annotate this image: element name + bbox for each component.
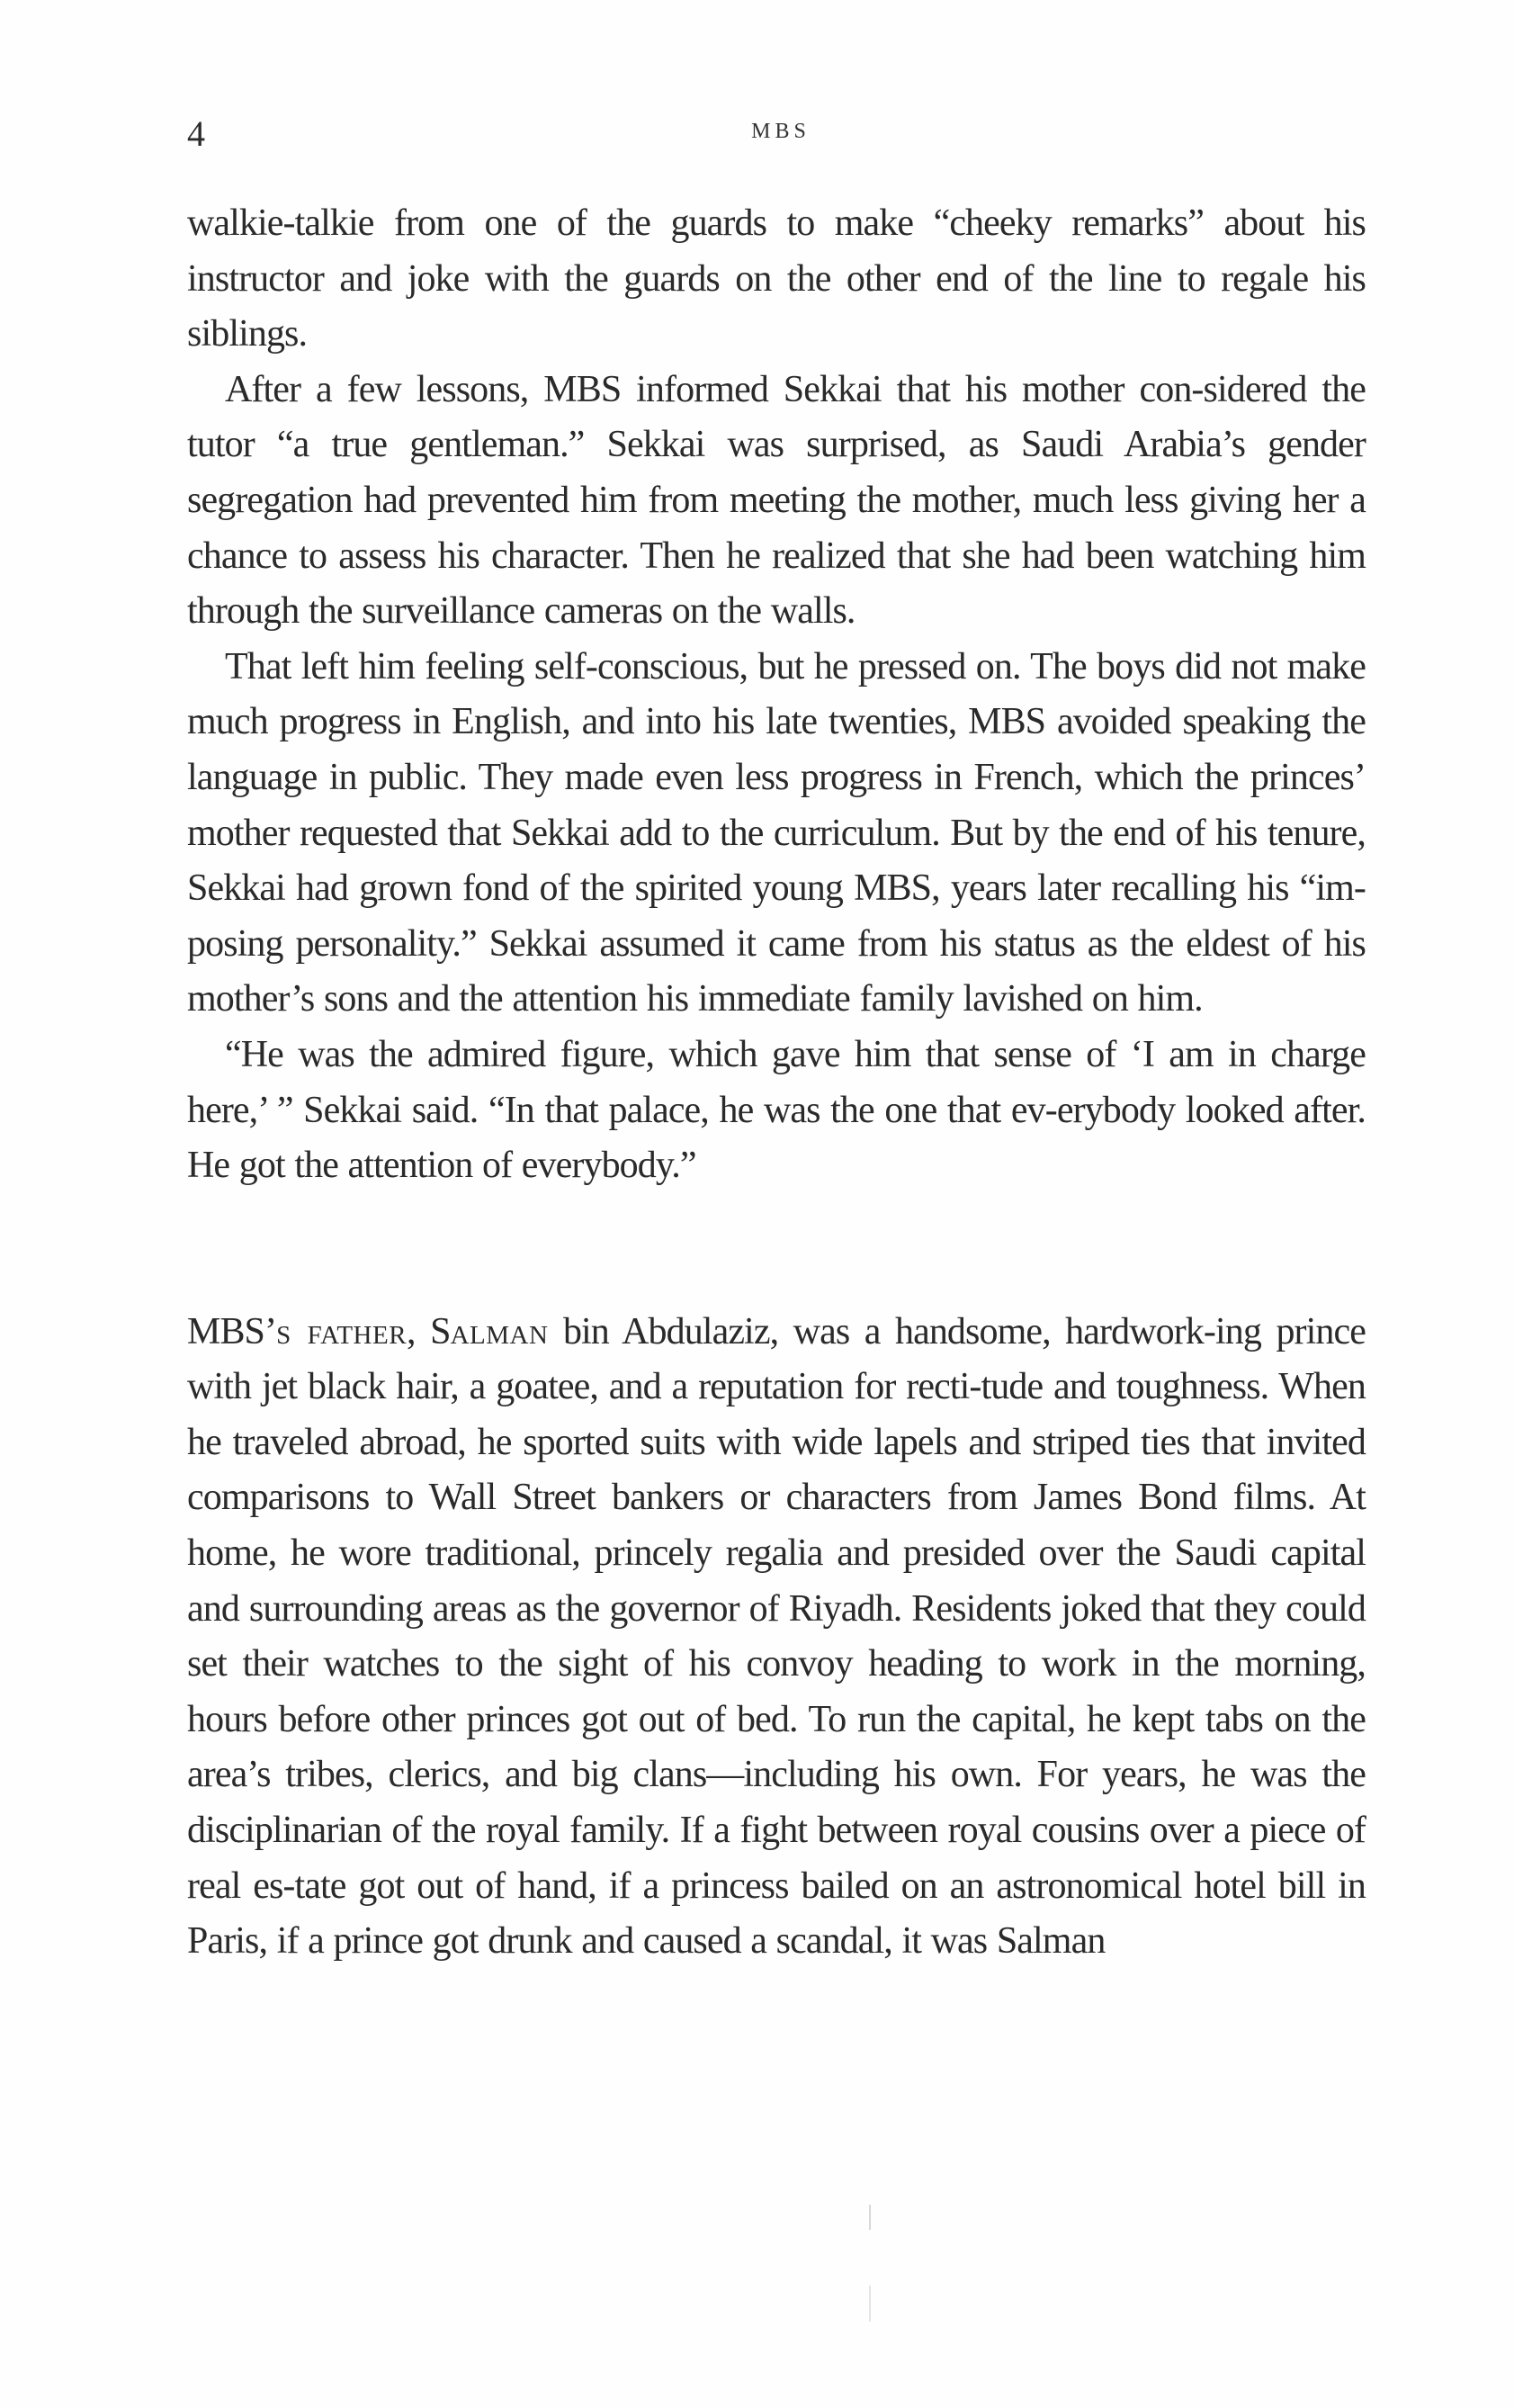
text-line: “He was the admired figure, which gave him that sense of ‘I am in [225,1033,1256,1075]
text-line: sidered the tutor “a true gentleman.” Sekkai was surprised, as Saudi [187,368,1366,466]
paragraph-5 [187,1305,1366,1970]
text-line: surrounding areas as the governor of Riyadh. Residents joked that [248,1587,1205,1630]
lead-in-punct: , [407,1310,431,1352]
lead-in-smallcaps: alman [450,1310,549,1352]
text-line: line to regale his siblings. [187,257,1366,355]
text-line: tude and toughness. When he traveled abroad, he sported suits with [187,1366,1366,1463]
text-line: charge here,’ ” Sekkai said. “In that palace, he was the one that ev- [187,1033,1366,1131]
text-line: cameras on the walls. [543,590,856,633]
text-line: lavished on him. [963,978,1203,1020]
running-title: MBS [751,120,811,143]
text-line: progress in French, which the princes’ mother requested that Sekkai [187,756,1366,854]
text-line: bin Abdulaziz, was a handsome, hardwork- [548,1310,1215,1352]
text-line: walkie-talkie from one of the guards to make “cheeky remarks” [187,202,1204,244]
text-line: clans—including his own. For years, he was the disciplinarian of the [187,1754,1366,1852]
text-line: he realized that she had been watching him through the surveillance [187,535,1366,633]
lead-in-cap: S [430,1310,451,1352]
text-line: wide lapels and striped ties that invited comparisons to Wall Street [187,1421,1366,1519]
scan-artifact-mark [869,2205,871,2230]
text-line: ing prince with jet black hair, a goatee, and a reputation for recti- [187,1310,1366,1408]
text-line: After a few lessons, MBS informed Sekkai that his mother con- [225,368,1204,410]
paragraph-4 [187,1028,1366,1194]
lead-in-smallcaps: s father [276,1310,408,1352]
text-line: they could set their watches to the sight of his convoy heading to [187,1587,1366,1685]
paragraph-2 [187,363,1366,640]
text-line: bankers or characters from James Bond films. At home, he wore [187,1477,1366,1575]
text-line: tate got out of hand, if a princess bailed on an astronomical hotel bill [294,1864,1326,1907]
text-line: Arabia’s gender segregation had prevented him from meeting the [187,424,1366,521]
text-line: grown fond of the spirited young MBS, years later recalling his “im- [359,867,1366,910]
running-head [187,112,1366,157]
text-line: erybody looked after. He got the attention of everybody.” [187,1089,1366,1187]
body-text [187,196,1366,1970]
text-line: about his instructor and joke with the guards on the other end of the [187,202,1366,300]
text-line: royal family. If a fight between royal cousins over a piece of real es- [187,1810,1366,1907]
section-break [187,1194,1366,1305]
text-line: MBS avoided speaking the language in public. They made even less [187,701,1366,798]
text-line: in Paris, if a prince got drunk and caused a scandal, it was Salman [187,1864,1366,1963]
text-line: add to the curriculum. But by the end of his tenure, Sekkai had [187,812,1366,910]
text-line: run the capital, he kept tabs on the area’s tribes, clerics, and big [187,1698,1366,1796]
text-line: mother, much less giving her a chance to assess his character. Then [187,479,1366,577]
paragraph-3 [187,640,1366,1028]
lead-in-word: MBS’ [187,1310,277,1352]
text-line: posing personality.” Sekkai assumed it came from his status as the [187,922,1174,965]
lead-in [187,1311,548,1352]
text-line: work in the morning, hours before other princes got out of bed. To [187,1643,1366,1740]
text-line: did not make much progress in English, and into his late twenties, [187,645,1366,743]
text-line: That left him feeling self-conscious, but he pressed on. The boys [225,645,1165,687]
page-number: 4 [187,113,205,154]
text-line: eldest of his mother’s sons and the attention his immediate family [187,922,1366,1020]
scan-artifact-mark [869,2286,871,2322]
text-line: traditional, princely regalia and presided over the Saudi capital and [187,1532,1366,1630]
paragraph-1 [187,196,1366,363]
